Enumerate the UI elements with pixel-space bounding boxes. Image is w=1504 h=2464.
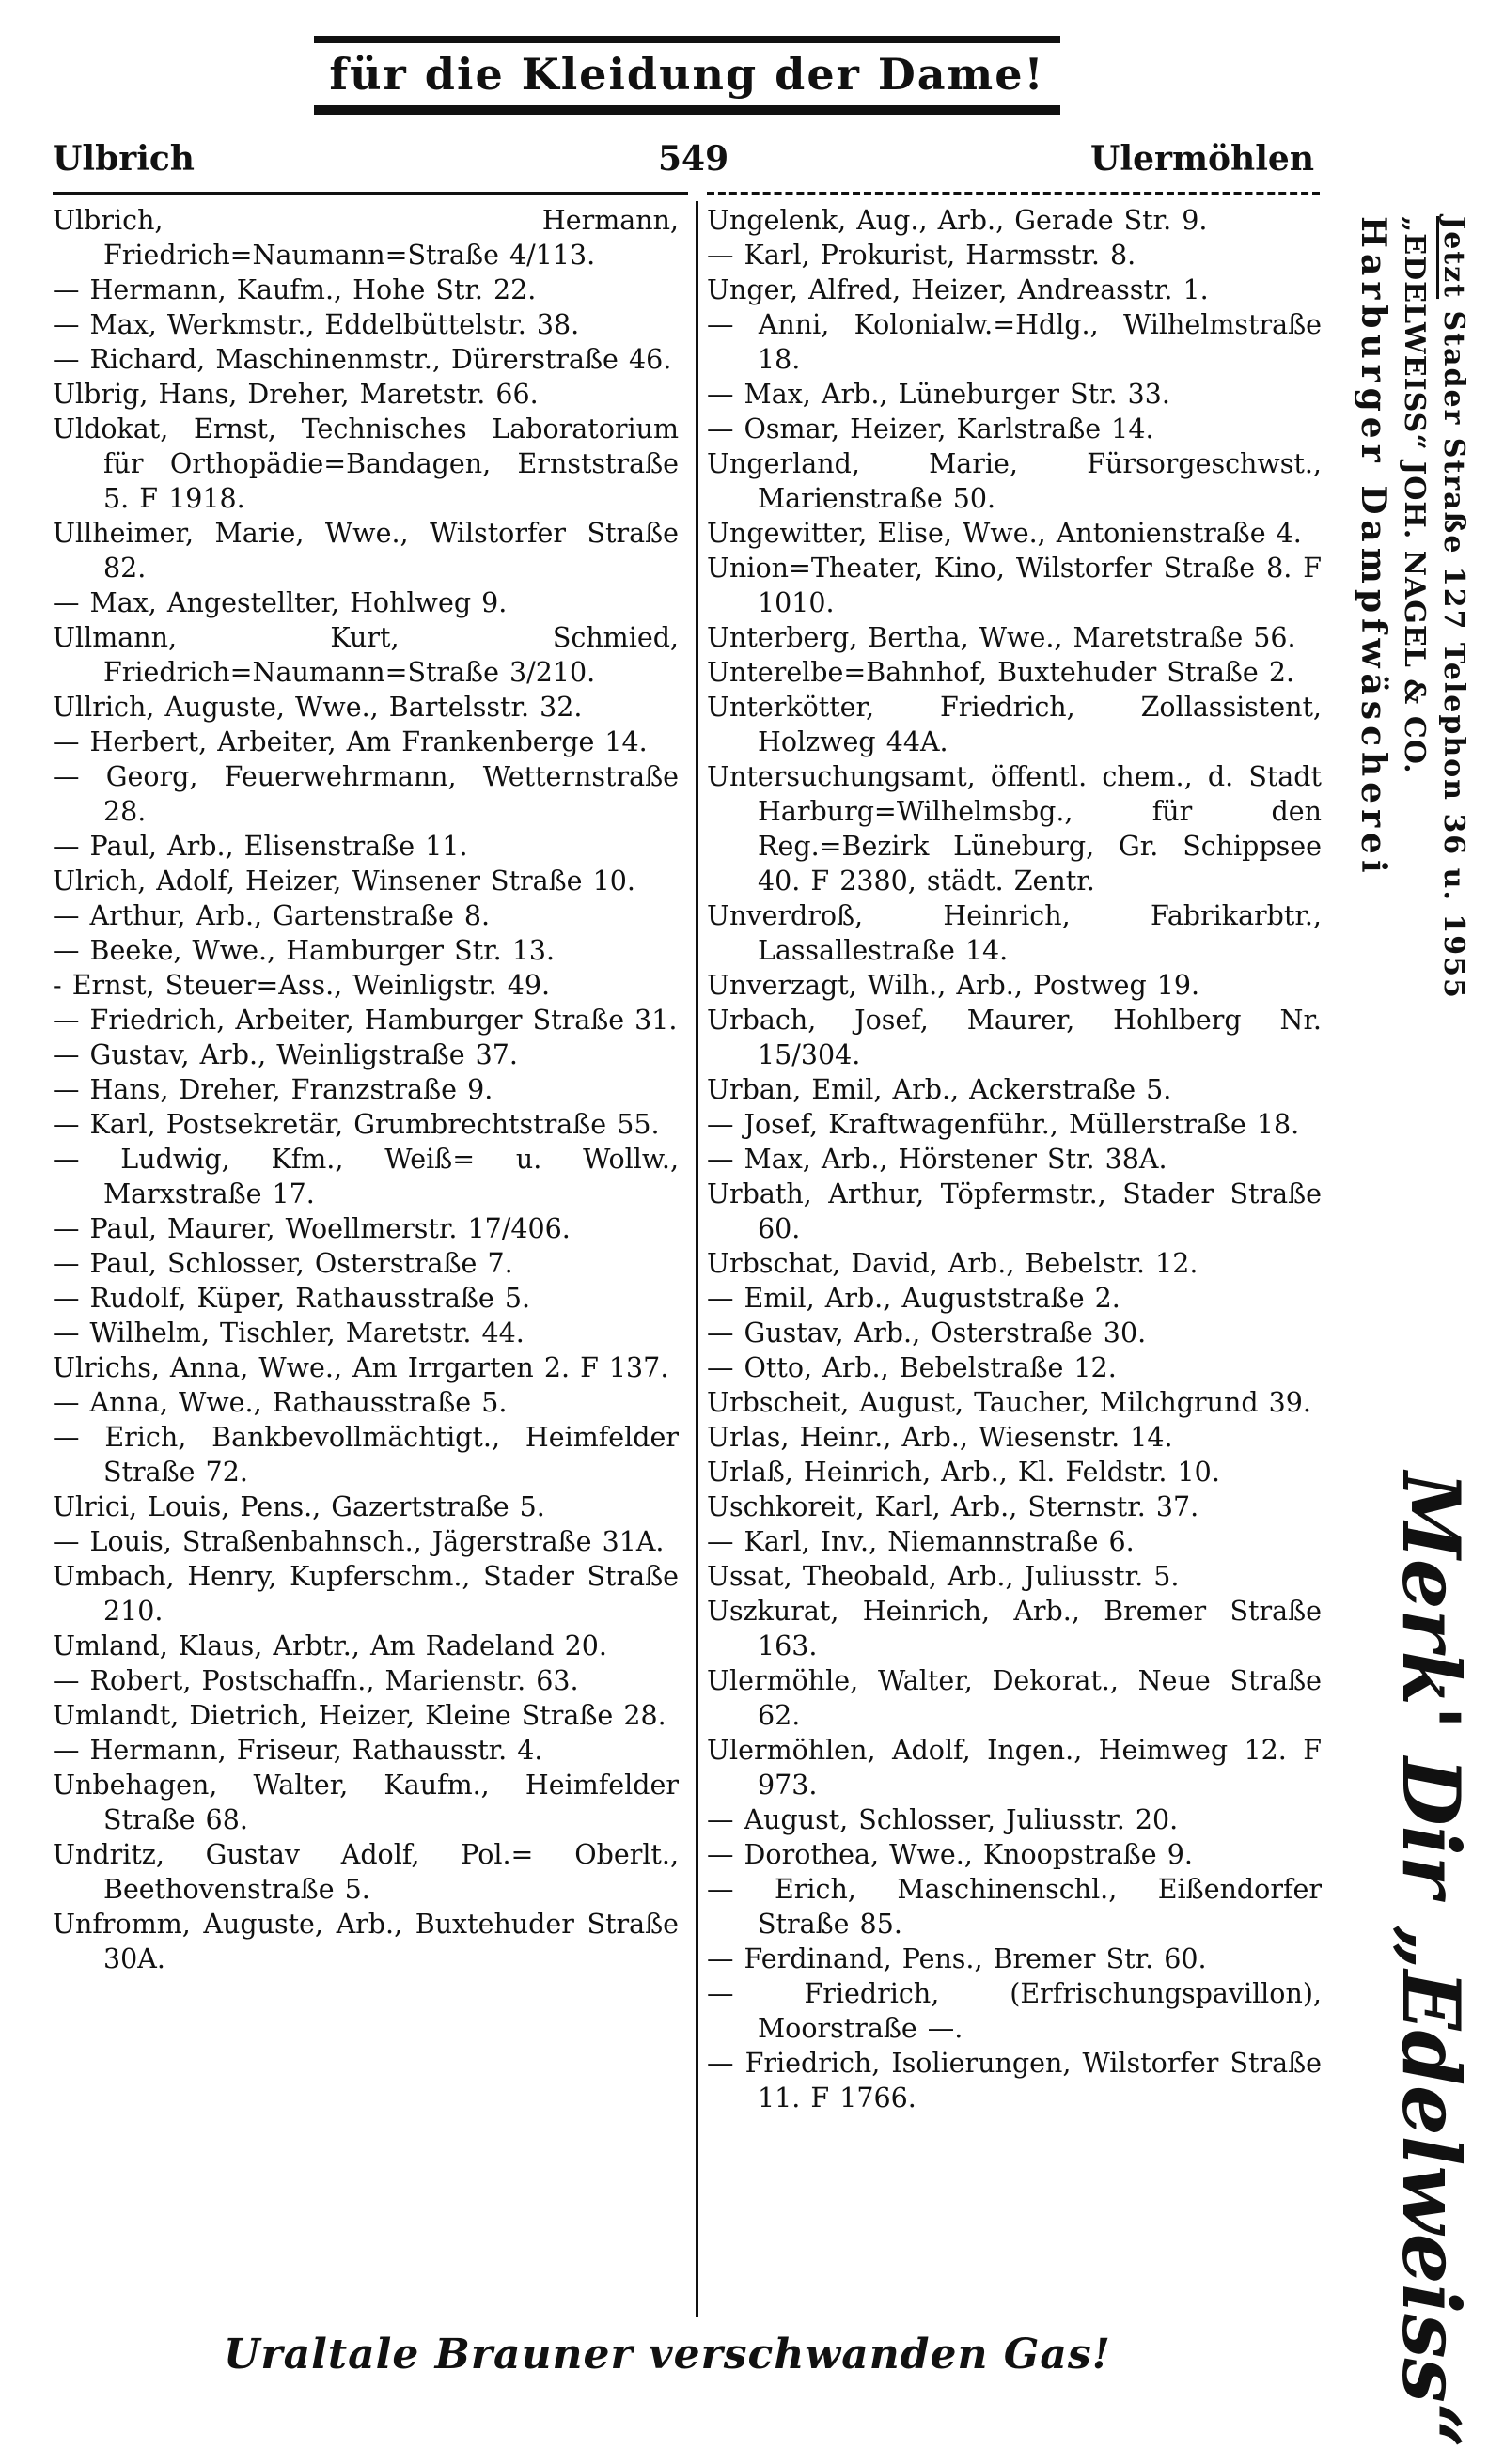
directory-entry: Urbach, Josef, Maurer, Hohlberg Nr. 15/304. (707, 1005, 1322, 1070)
top-banner: für die Kleidung der Dame! (314, 36, 1060, 115)
directory-entry: — Max, Angestellter, Hohlweg 9. (53, 587, 508, 618)
directory-entry: — Dorothea, Wwe., Knoopstraße 9. (707, 1839, 1193, 1870)
directory-entry: Union=Theater, Kino, Wilstorfer Straße 8. F 1010. (707, 553, 1322, 618)
directory-entry: Ulrich, Adolf, Heizer, Winsener Straße 10. (53, 866, 635, 897)
directory-entry: — Paul, Maurer, Woellmerstr. 17/406. (53, 1213, 571, 1244)
header-rule-right (707, 192, 1320, 195)
directory-entry: Urlaß, Heinrich, Arb., Kl. Feldstr. 10. (707, 1457, 1220, 1488)
directory-entry: Unger, Alfred, Heizer, Andreasstr. 1. (707, 274, 1209, 305)
directory-entry: — Max, Arb., Hörstener Str. 38A. (707, 1144, 1167, 1175)
directory-entry: — Louis, Straßenbahnsch., Jägerstraße 31A. (53, 1526, 665, 1557)
directory-entry: Urbscheit, August, Taucher, Milchgrund 39. (707, 1387, 1311, 1418)
directory-entry: - Ernst, Steuer=Ass., Weinligstr. 49. (53, 970, 551, 1001)
directory-entry: — Otto, Arb., Bebelstraße 12. (707, 1352, 1117, 1383)
directory-entry: Umland, Klaus, Arbtr., Am Radeland 20. (53, 1630, 607, 1661)
directory-entry: Unverzagt, Wilh., Arb., Postweg 19. (707, 970, 1200, 1001)
directory-entry: — Osmar, Heizer, Karlstraße 14. (707, 413, 1154, 444)
directory-entry: — Hans, Dreher, Franzstraße 9. (53, 1074, 494, 1105)
header-right-name: Ulermöhlen (1090, 139, 1314, 179)
sidebar-address-text: Stader Straße 127 Telephon 36 u. 1955 (1437, 310, 1470, 1000)
directory-entry: — Arthur, Arb., Gartenstraße 8. (53, 900, 491, 931)
directory-entry: — Rudolf, Küper, Rathausstraße 5. (53, 1283, 531, 1314)
directory-entry: — Karl, Inv., Niemannstraße 6. (707, 1526, 1135, 1557)
footer-slogan: Uraltale Brauner verschwanden Gas! (224, 2331, 1111, 2378)
directory-entry: — Friedrich, Arbeiter, Hamburger Straße 31. (53, 1005, 678, 1036)
directory-entry: — Karl, Prokurist, Harmsstr. 8. (707, 240, 1136, 271)
page-number: 549 (658, 139, 729, 179)
directory-entry: — Georg, Feuerwehrmann, Wetternstraße 28. (53, 761, 679, 827)
directory-entry: Urban, Emil, Arb., Ackerstraße 5. (707, 1074, 1172, 1105)
right-column (707, 203, 1322, 2115)
directory-entry: Unfromm, Auguste, Arb., Buxtehuder Straße 30A. (53, 1909, 679, 1974)
directory-entry: Umbach, Henry, Kupferschm., Stader Straße 210. (53, 1561, 679, 1627)
directory-entry: Umlandt, Dietrich, Heizer, Kleine Straße 28. (53, 1700, 666, 1731)
directory-entry: — Richard, Maschinenmstr., Dürerstraße 46. (53, 344, 672, 375)
directory-entry: Ulermöhle, Walter, Dekorat., Neue Straße 62. (707, 1665, 1322, 1731)
column-divider (696, 201, 698, 2317)
directory-entry: — Ludwig, Kfm., Weiß= u. Wollw., Marxstraße 17. (53, 1144, 679, 1209)
directory-entry: — Hermann, Friseur, Rathausstr. 4. (53, 1735, 543, 1766)
directory-entry: Ungerland, Marie, Fürsorgeschwst., Marienstraße 50. (707, 448, 1322, 514)
directory-entry: — Josef, Kraftwagenführ., Müllerstraße 18. (707, 1109, 1300, 1140)
directory-entry: — Paul, Schlosser, Osterstraße 7. (53, 1248, 513, 1279)
directory-entry: — Ferdinand, Pens., Bremer Str. 60. (707, 1943, 1207, 1974)
directory-entry: Uszkurat, Heinrich, Arb., Bremer Straße 163. (707, 1596, 1322, 1661)
directory-entry: Unterelbe=Bahnhof, Buxtehuder Straße 2. (707, 657, 1295, 688)
directory-entry: — Paul, Arb., Elisenstraße 11. (53, 831, 468, 862)
sidebar-slogan: Merk' Dir „Edelweiss“ (1385, 1472, 1478, 2449)
directory-entry: — Hermann, Kaufm., Hohe Str. 22. (53, 274, 537, 305)
directory-entry: — Max, Arb., Lüneburger Str. 33. (707, 379, 1170, 410)
directory-entry: — Emil, Arb., Auguststraße 2. (707, 1283, 1120, 1314)
directory-entry: Ussat, Theobald, Arb., Juliusstr. 5. (707, 1561, 1180, 1592)
directory-entry: — Beeke, Wwe., Hamburger Str. 13. (53, 935, 556, 966)
directory-entry: — Anna, Wwe., Rathausstraße 5. (53, 1387, 508, 1418)
sidebar-brand: „EDELWEISS“ JOH. NAGEL & CO. (1398, 216, 1431, 774)
directory-entry: Urlas, Heinr., Arb., Wiesenstr. 14. (707, 1422, 1173, 1453)
directory-entry: — Herbert, Arbeiter, Am Frankenberge 14. (53, 726, 648, 757)
directory-entry: Unterberg, Bertha, Wwe., Maretstraße 56. (707, 622, 1296, 653)
directory-entry: Undritz, Gustav Adolf, Pol.= Oberlt., Beethovenstraße 5. (53, 1839, 679, 1905)
directory-entry: — Friedrich, Isolierungen, Wilstorfer Straße 11. F 1766. (707, 2048, 1322, 2113)
directory-entry: — Gustav, Arb., Osterstraße 30. (707, 1318, 1147, 1349)
directory-entry: — Erich, Maschinenschl., Eißendorfer Straße 85. (707, 1874, 1322, 1940)
directory-entry: Ullmann, Kurt, Schmied, Friedrich=Naumann=Straße 3/210. (53, 622, 679, 688)
directory-entry: — August, Schlosser, Juliusstr. 20. (707, 1804, 1179, 1835)
directory-entry: — Wilhelm, Tischler, Maretstr. 44. (53, 1318, 525, 1349)
directory-entry: — Anni, Kolonialw.=Hdlg., Wilhelmstraße 18. (707, 309, 1322, 375)
sidebar-company: Harburger Dampfwäscherei (1354, 216, 1393, 879)
directory-entry: Unbehagen, Walter, Kaufm., Heimfelder Straße 68. (53, 1770, 679, 1835)
directory-entry: Ullheimer, Marie, Wwe., Wilstorfer Straße 82. (53, 518, 679, 584)
directory-entry: Urbath, Arthur, Töpfermstr., Stader Straße 60. (707, 1178, 1322, 1244)
directory-entry: Ullrich, Auguste, Wwe., Bartelsstr. 32. (53, 692, 583, 723)
directory-entry: Uschkoreit, Karl, Arb., Sternstr. 37. (707, 1491, 1199, 1522)
directory-entry: Ulrici, Louis, Pens., Gazertstraße 5. (53, 1491, 545, 1522)
directory-entry: — Max, Werkmstr., Eddelbüttelstr. 38. (53, 309, 580, 340)
directory-entry: Ungelenk, Aug., Arb., Gerade Str. 9. (707, 205, 1208, 236)
directory-entry: — Robert, Postschaffn., Marienstr. 63. (53, 1665, 579, 1696)
sidebar-jetzt: Jetzt (1437, 216, 1470, 300)
directory-entry: — Friedrich, (Erfrischungspavillon), Moorstraße —. (707, 1978, 1322, 2044)
directory-entry: Unverdroß, Heinrich, Fabrikarbtr., Lassallestraße 14. (707, 900, 1322, 966)
directory-entry: Ulbrig, Hans, Dreher, Maretstr. 66. (53, 379, 539, 410)
directory-entry: — Erich, Bankbevollmächtigt., Heimfelder Straße 72. (53, 1422, 679, 1488)
directory-entry: Urbschat, David, Arb., Bebelstr. 12. (707, 1248, 1198, 1279)
directory-entry: Ulermöhlen, Adolf, Ingen., Heimweg 12. F 973. (707, 1735, 1322, 1801)
directory-entry: Ulrichs, Anna, Wwe., Am Irrgarten 2. F 137. (53, 1352, 669, 1383)
directory-entry: Ulbrich, Hermann, Friedrich=Naumann=Straße 4/113. (53, 205, 679, 271)
header-rule-left (53, 192, 688, 195)
directory-entry: Uldokat, Ernst, Technisches Laboratorium für Orthopädie=Bandagen, Ernststraße 5. F 1918. (53, 413, 679, 514)
left-column (53, 203, 679, 1976)
directory-entry: Untersuchungsamt, öffentl. chem., d. Stadt Harburg=Wilhelmsbg., für den Reg.=Bezirk Lüneburg, Gr. Schippsee 40. F 2380, städt. Zentr. (707, 761, 1322, 897)
directory-entry: Unterkötter, Friedrich, Zollassistent, Holzweg 44A. (707, 692, 1322, 757)
directory-entry: — Karl, Postsekretär, Grumbrechtstraße 55. (53, 1109, 660, 1140)
header-left-name: Ulbrich (53, 139, 195, 179)
directory-entry: Ungewitter, Elise, Wwe., Antonienstraße 4. (707, 518, 1302, 549)
directory-entry: — Gustav, Arb., Weinligstraße 37. (53, 1039, 518, 1070)
